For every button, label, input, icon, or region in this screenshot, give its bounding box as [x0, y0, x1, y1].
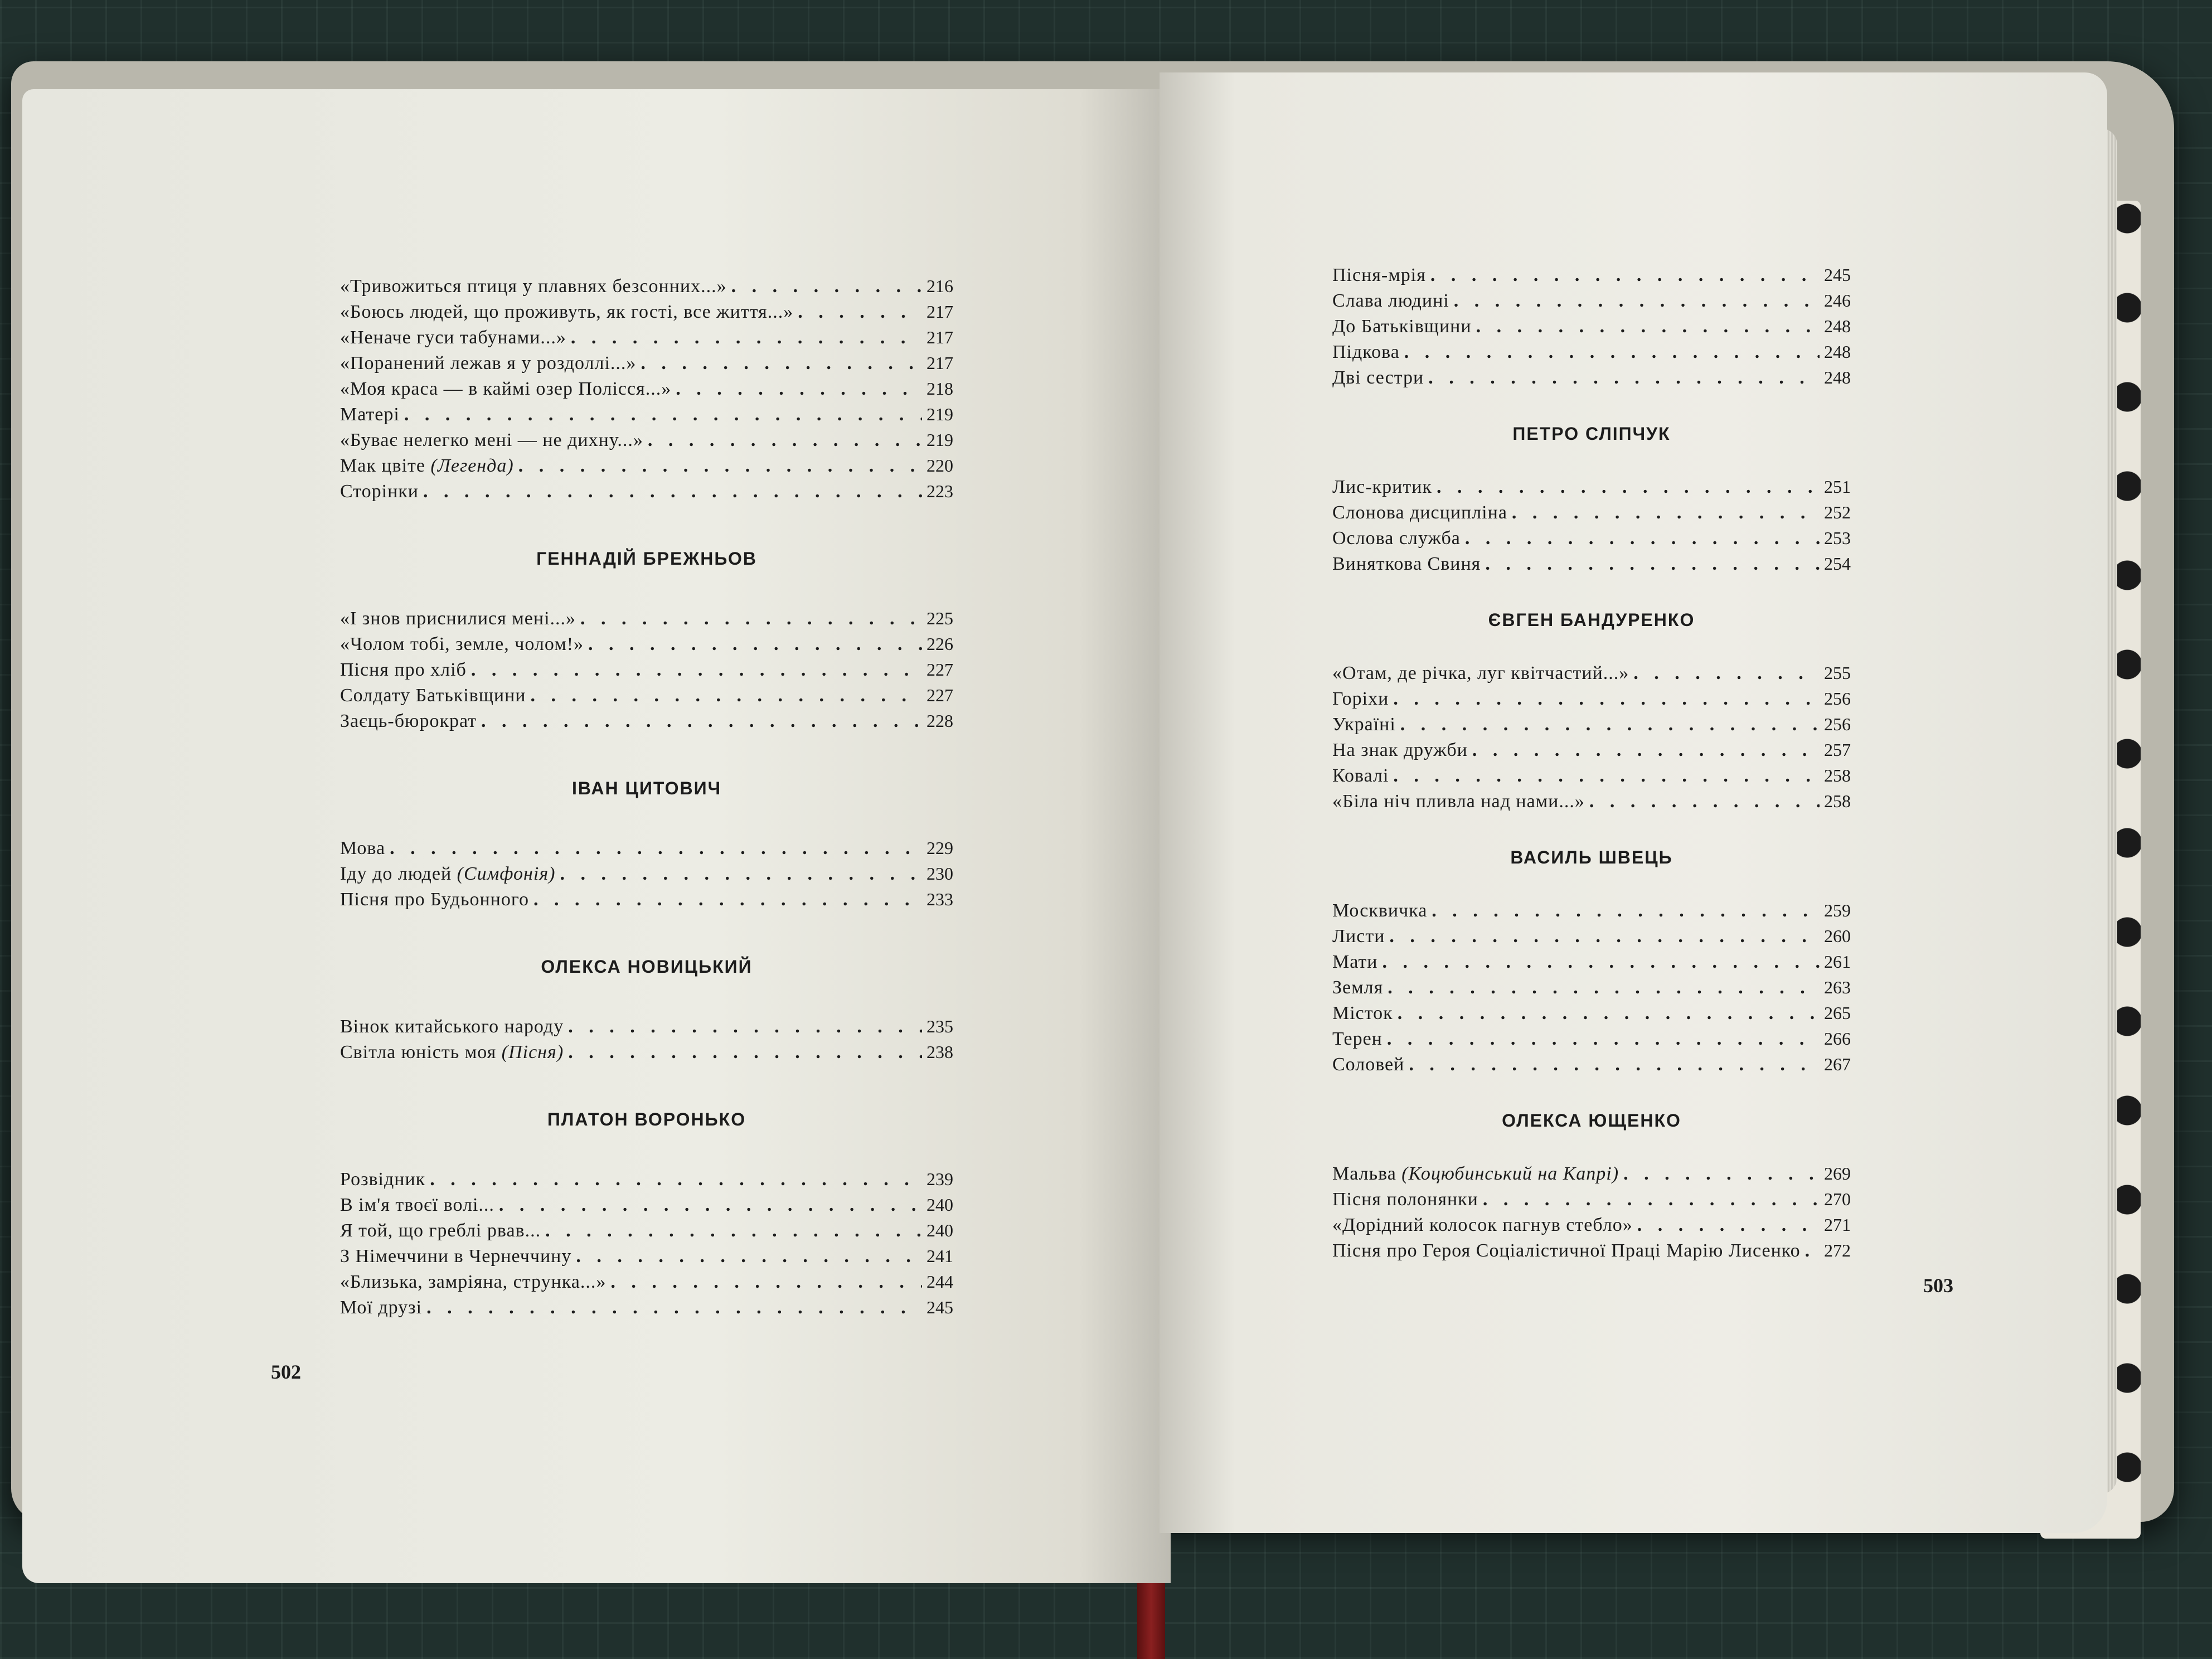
- entry-title-text: Москвичка: [1332, 900, 1428, 921]
- dot-leader: [518, 453, 922, 479]
- entry-page-number: 217: [926, 302, 953, 322]
- entry-title-text: Мак цвіте: [340, 455, 425, 476]
- entry-title: [340, 299, 793, 325]
- entry-title-text: Ослова служба: [1332, 528, 1461, 549]
- entry-title-text: «Поранений лежав я у роздоллі...»: [340, 353, 637, 373]
- entry-page-number: 259: [1824, 900, 1851, 920]
- dot-leader: [588, 632, 922, 657]
- entry-title: [340, 428, 643, 453]
- dot-leader: [1382, 949, 1820, 975]
- dot-leader: [471, 657, 922, 683]
- dot-leader: [1465, 526, 1820, 551]
- entry-title: [1332, 686, 1389, 712]
- dot-leader: [1476, 314, 1820, 339]
- dot-leader: [568, 1040, 922, 1065]
- entry-page-number: 263: [1824, 977, 1851, 997]
- entry-title-text: Терен: [1332, 1029, 1382, 1049]
- entry-title: [1332, 898, 1427, 924]
- entry-title-text: Мальва: [1332, 1163, 1396, 1184]
- entry-title-text: Іду до людей: [340, 864, 452, 884]
- entry-page-number: 260: [1824, 926, 1851, 946]
- dot-leader: [1393, 763, 1820, 789]
- entry-subtitle: (Симфонія): [457, 864, 556, 884]
- entry-title: [1332, 763, 1389, 789]
- entry-title: [340, 351, 636, 376]
- entry-title-text: Ковалі: [1332, 765, 1389, 786]
- dot-leader: [1430, 263, 1820, 288]
- bookmark-ribbon: [1137, 1583, 1165, 1659]
- entry-title-text: «І знов приснилися мені...»: [340, 608, 576, 629]
- entry-title-text: Пісня-мрія: [1332, 265, 1426, 285]
- entry-title: [1332, 1187, 1478, 1212]
- toc-entry: [1332, 737, 1851, 763]
- toc-entry: [340, 478, 953, 504]
- entry-page-number: 261: [1824, 952, 1851, 972]
- dot-leader: [560, 861, 923, 887]
- entry-page-number: 246: [1824, 290, 1851, 311]
- entry-page-number: 267: [1824, 1054, 1851, 1074]
- entry-page-number: 219: [926, 404, 953, 424]
- dot-leader: [423, 479, 922, 505]
- dot-leader: [1437, 474, 1820, 500]
- author-heading: ВАСИЛЬ ШВЕЦЬ: [1510, 847, 1673, 867]
- toc-entry: [340, 886, 953, 912]
- entry-page-number: 258: [1824, 765, 1851, 785]
- entry-page-number: 229: [926, 838, 953, 858]
- dot-leader: [576, 1244, 922, 1269]
- toc-entry: [340, 631, 953, 657]
- toc-entry: [340, 1166, 953, 1192]
- entry-title-text: Горіхи: [1332, 688, 1389, 709]
- dot-leader: [531, 683, 923, 709]
- entry-page-number: 256: [1824, 688, 1851, 709]
- entry-page-number: 218: [926, 379, 953, 399]
- entry-title-text: Листи: [1332, 926, 1385, 947]
- entry-page-number: 251: [1824, 477, 1851, 497]
- dot-leader: [426, 1295, 922, 1321]
- entry-title: [340, 1218, 541, 1244]
- entry-title: [340, 632, 584, 657]
- entry-subtitle: (Пісня): [501, 1042, 564, 1063]
- dot-leader: [1387, 1026, 1820, 1052]
- dot-leader: [1472, 738, 1820, 763]
- dot-leader: [1633, 661, 1820, 686]
- entry-title: [340, 606, 576, 632]
- entry-title-text: Мати: [1332, 952, 1378, 972]
- toc-entry: [1332, 923, 1851, 949]
- entry-title: [340, 274, 727, 299]
- entry-page-number: 233: [926, 889, 953, 909]
- entry-page-number: 245: [1824, 265, 1851, 285]
- toc-entry: [340, 708, 953, 734]
- entry-title: [340, 1295, 422, 1321]
- entry-title-text: Я той, що греблі рвав...: [340, 1220, 541, 1241]
- entry-title-text: «Неначе гуси табунами...»: [340, 327, 566, 348]
- entry-page-number: 223: [926, 481, 953, 501]
- dot-leader: [1454, 288, 1820, 314]
- entry-title-text: Лис-критик: [1332, 477, 1432, 497]
- entry-title: [1332, 1212, 1633, 1238]
- dot-leader: [1512, 500, 1820, 526]
- entry-title-text: Сторінки: [340, 481, 419, 502]
- entry-page-number: 217: [926, 353, 953, 373]
- toc-entry: [1332, 1000, 1851, 1026]
- entry-title: [340, 402, 400, 428]
- entry-title-text: Земля: [1332, 977, 1384, 998]
- dot-leader: [1388, 975, 1820, 1001]
- dot-leader: [1623, 1161, 1820, 1187]
- toc-entry: [1332, 1186, 1851, 1212]
- entry-page-number: 235: [926, 1016, 953, 1036]
- entry-title-text: Мої друзі: [340, 1297, 423, 1318]
- entry-page-number: 238: [926, 1042, 953, 1062]
- entry-page-number: 270: [1824, 1189, 1851, 1209]
- entry-title: [1332, 975, 1383, 1001]
- entry-title: [1332, 365, 1424, 391]
- entry-title-text: Пісня про Героя Соціалістичної Праці Марію Лисенко: [1332, 1240, 1801, 1261]
- dot-leader: [499, 1192, 922, 1218]
- entry-page-number: 245: [926, 1297, 953, 1317]
- entry-page-number: 253: [1824, 528, 1851, 548]
- toc-entry: [340, 324, 953, 350]
- entry-subtitle: (Коцюбинський на Капрі): [1401, 1163, 1619, 1184]
- entry-page-number: 228: [926, 711, 953, 731]
- entry-title: [340, 861, 556, 887]
- entry-title: [1332, 288, 1449, 314]
- entry-page-number: 248: [1824, 367, 1851, 387]
- toc-entry: [340, 401, 953, 427]
- page-number-left: 502: [271, 1361, 301, 1383]
- entry-title: [1332, 924, 1385, 949]
- entry-title: [340, 887, 529, 913]
- entry-title-text: «Біла ніч пливла над нами...»: [1332, 791, 1585, 812]
- entry-page-number: 227: [926, 659, 953, 680]
- entry-title-text: Підкова: [1332, 342, 1400, 362]
- entry-page-number: 241: [926, 1246, 953, 1266]
- entry-title-text: Світла юність моя: [340, 1042, 497, 1063]
- entry-title: [340, 683, 526, 709]
- entry-title: [1332, 738, 1468, 763]
- entry-title: [1332, 551, 1481, 577]
- entry-page-number: 225: [926, 608, 953, 628]
- entry-title-text: Солдату Батьківщини: [340, 685, 526, 706]
- entry-title-text: Мова: [340, 838, 386, 858]
- entry-title: [340, 1167, 425, 1192]
- toc-entry: [340, 1243, 953, 1269]
- entry-title-text: «Чолом тобі, земле, чолом!»: [340, 634, 584, 654]
- entry-title-text: Виняткова Свиня: [1332, 554, 1481, 574]
- entry-page-number: 240: [926, 1195, 953, 1215]
- entry-title: [340, 1014, 564, 1040]
- toc-entry: [1332, 262, 1851, 288]
- toc-entry: [1332, 365, 1851, 390]
- dot-leader: [648, 428, 922, 453]
- toc-entry: [1332, 525, 1851, 551]
- toc-entry: [1332, 898, 1851, 923]
- entry-title: [340, 453, 514, 479]
- dot-leader: [1483, 1187, 1820, 1212]
- toc-entry: [1332, 763, 1851, 788]
- toc-entry: [340, 1013, 953, 1039]
- right-table-of-contents: [1332, 262, 1851, 1263]
- entry-title-text: В ім'я твоєї волі...: [340, 1195, 494, 1215]
- toc-entry: [340, 1269, 953, 1294]
- entry-page-number: 248: [1824, 342, 1851, 362]
- dot-leader: [580, 606, 922, 632]
- entry-title-text: Україні: [1332, 714, 1396, 735]
- toc-entry: [1332, 949, 1851, 974]
- toc-entry: [340, 605, 953, 631]
- entry-page-number: 258: [1824, 791, 1851, 811]
- entry-title-text: Пісня про Будьонного: [340, 889, 529, 910]
- toc-entry: [1332, 551, 1851, 576]
- entry-title-text: «Моя краса — в каймі озер Полісся...»: [340, 379, 672, 399]
- entry-page-number: 256: [1824, 714, 1851, 734]
- dot-leader: [1485, 551, 1820, 577]
- entry-title: [340, 1040, 564, 1065]
- entry-title: [1332, 339, 1400, 365]
- entry-page-number: 240: [926, 1220, 953, 1240]
- dot-leader: [430, 1167, 922, 1192]
- entry-title: [340, 325, 566, 351]
- toc-entry: [340, 682, 953, 708]
- entry-title-text: Матері: [340, 404, 400, 425]
- entry-title: [340, 836, 385, 861]
- entry-page-number: 272: [1824, 1240, 1851, 1260]
- toc-entry: [1332, 474, 1851, 499]
- entry-title: [1332, 500, 1507, 526]
- entry-page-number: 257: [1824, 740, 1851, 760]
- dot-leader: [1432, 898, 1820, 924]
- left-table-of-contents: [340, 273, 953, 1320]
- toc-entry: [340, 1039, 953, 1065]
- entry-page-number: 266: [1824, 1029, 1851, 1049]
- entry-title-text: Пісня про хліб: [340, 659, 467, 680]
- dot-leader: [404, 402, 922, 428]
- toc-entry: [340, 1192, 953, 1217]
- dot-leader: [1393, 686, 1820, 712]
- toc-entry: [1332, 686, 1851, 711]
- toc-entry: [1332, 339, 1851, 365]
- dot-leader: [545, 1218, 922, 1244]
- entry-title: [1332, 474, 1432, 500]
- entry-page-number: 219: [926, 430, 953, 450]
- toc-entry: [1332, 1212, 1851, 1238]
- toc-entry: [1332, 711, 1851, 737]
- entry-page-number: 226: [926, 634, 953, 654]
- dot-leader: [390, 836, 922, 861]
- dot-leader: [1409, 1052, 1820, 1078]
- dot-leader: [1589, 789, 1820, 814]
- entry-title: [1332, 1238, 1801, 1264]
- page-number-right: 503: [1923, 1274, 1953, 1297]
- entry-subtitle: (Легенда): [430, 455, 514, 476]
- entry-title-text: «Дорідний колосок пагнув стебло»: [1332, 1215, 1633, 1235]
- entry-title: [1332, 1052, 1404, 1078]
- toc-entry: [340, 861, 953, 886]
- dot-leader: [676, 376, 922, 402]
- entry-title-text: Вінок китайського народу: [340, 1016, 564, 1037]
- entry-page-number: 252: [1824, 502, 1851, 522]
- entry-page-number: 239: [926, 1169, 953, 1189]
- entry-page-number: 217: [926, 327, 953, 347]
- author-heading: ОЛЕКСА НОВИЦЬКИЙ: [541, 957, 753, 977]
- dot-leader: [1404, 339, 1820, 365]
- entry-page-number: 269: [1824, 1163, 1851, 1183]
- toc-entry: [340, 657, 953, 682]
- entry-title: [340, 709, 477, 734]
- dot-leader: [641, 351, 922, 376]
- toc-entry: [1332, 313, 1851, 339]
- entry-title: [340, 1269, 606, 1295]
- entry-page-number: 265: [1824, 1003, 1851, 1023]
- entry-title-text: «Боюсь людей, що проживуть, як гості, все життя...»: [340, 302, 794, 322]
- entry-title: [1332, 712, 1396, 738]
- entry-title: [1332, 1001, 1393, 1026]
- dot-leader: [1389, 924, 1820, 949]
- author-heading: ОЛЕКСА ЮЩЕНКО: [1502, 1110, 1681, 1131]
- toc-entry: [1332, 974, 1851, 1000]
- entry-page-number: 220: [926, 455, 953, 476]
- entry-title-text: Соловей: [1332, 1054, 1405, 1075]
- author-heading: ПЕТРО СЛІПЧУК: [1512, 424, 1671, 444]
- toc-entry: [340, 1217, 953, 1243]
- dot-leader: [610, 1269, 922, 1295]
- toc-entry: [1332, 1161, 1851, 1186]
- entry-page-number: 271: [1824, 1215, 1851, 1235]
- entry-title-text: Слонова дисципліна: [1332, 502, 1507, 523]
- dot-leader: [481, 709, 922, 734]
- entry-title-text: «Отам, де річка, луг квітчастий...»: [1332, 663, 1629, 683]
- toc-entry: [340, 350, 953, 376]
- toc-entry: [1332, 499, 1851, 525]
- author-heading: ГЕННАДІЙ БРЕЖНЬОВ: [536, 549, 757, 569]
- entry-title-text: Розвідник: [340, 1169, 426, 1190]
- entry-page-number: 255: [1824, 663, 1851, 683]
- toc-entry: [1332, 1238, 1851, 1263]
- dot-leader: [731, 274, 922, 299]
- author-heading: ЄВГЕН БАНДУРЕНКО: [1488, 610, 1695, 630]
- dot-leader: [1805, 1238, 1820, 1264]
- toc-entry: [340, 273, 953, 299]
- entry-page-number: 244: [926, 1272, 953, 1292]
- toc-entry: [1332, 288, 1851, 313]
- dot-leader: [1398, 1001, 1820, 1026]
- dot-leader: [1428, 365, 1820, 391]
- entry-title: [1332, 661, 1629, 686]
- entry-title-text: Місток: [1332, 1003, 1393, 1023]
- entry-title-text: «Буває нелегко мені — не дихну...»: [340, 430, 643, 450]
- entry-title: [340, 479, 419, 505]
- entry-page-number: 227: [926, 685, 953, 705]
- entry-page-number: 248: [1824, 316, 1851, 336]
- toc-entry: [1332, 1051, 1851, 1077]
- entry-title: [340, 657, 467, 683]
- toc-entry: [1332, 660, 1851, 686]
- entry-title: [1332, 1161, 1619, 1187]
- entry-title-text: На знак дружби: [1332, 740, 1468, 760]
- author-heading: ІВАН ЦИТОВИЧ: [571, 778, 722, 798]
- dot-leader: [1400, 712, 1820, 738]
- toc-entry: [1332, 1026, 1851, 1051]
- entry-title-text: З Німеччини в Чернеччину: [340, 1246, 572, 1267]
- toc-entry: [340, 376, 953, 401]
- entry-title-text: Пісня полонянки: [1332, 1189, 1478, 1210]
- author-heading: ПЛАТОН ВОРОНЬКО: [547, 1109, 746, 1129]
- dot-leader: [568, 1014, 922, 1040]
- entry-title-text: Дві сестри: [1332, 367, 1424, 388]
- toc-entry: [340, 427, 953, 453]
- entry-title: [1332, 314, 1472, 339]
- toc-entry: [340, 1294, 953, 1320]
- entry-title: [1332, 789, 1585, 814]
- toc-entry: [340, 835, 953, 861]
- entry-title: [340, 1244, 571, 1269]
- dot-leader: [533, 887, 922, 913]
- entry-title: [1332, 1026, 1382, 1052]
- entry-title-text: «Близька, замріяна, струнка...»: [340, 1272, 607, 1292]
- entry-title: [340, 1192, 494, 1218]
- entry-title: [1332, 263, 1426, 288]
- entry-title: [340, 376, 671, 402]
- toc-entry: [340, 299, 953, 324]
- toc-entry: [1332, 788, 1851, 814]
- dot-leader: [1637, 1212, 1820, 1238]
- entry-title-text: «Тривожиться птиця у плавнях безсонних...»: [340, 276, 727, 297]
- entry-title-text: Слава людині: [1332, 290, 1449, 311]
- entry-page-number: 216: [926, 276, 953, 296]
- dot-leader: [571, 325, 922, 351]
- entry-title: [1332, 949, 1378, 975]
- entry-title: [1332, 526, 1461, 551]
- entry-page-number: 254: [1824, 554, 1851, 574]
- entry-title-text: До Батьківщини: [1332, 316, 1472, 337]
- toc-entry: [340, 453, 953, 478]
- dot-leader: [798, 299, 922, 325]
- entry-title-text: Заєць-бюрократ: [340, 711, 477, 731]
- entry-page-number: 230: [926, 864, 953, 884]
